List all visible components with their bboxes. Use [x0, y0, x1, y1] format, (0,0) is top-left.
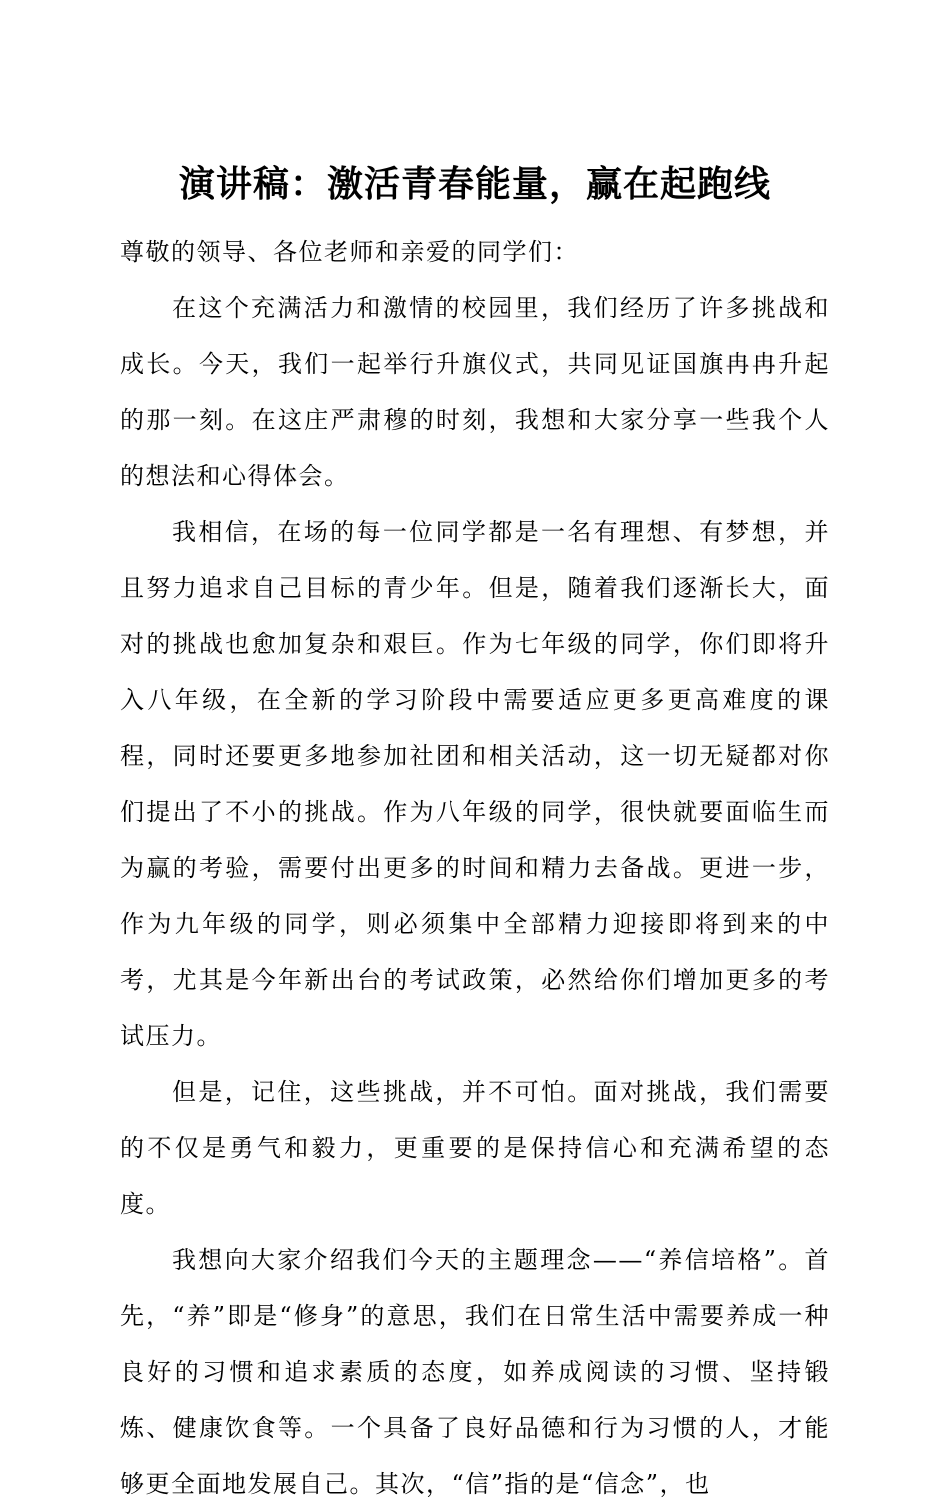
paragraph: 但是，记住，这些挑战，并不可怕。面对挑战，我们需要的不仅是勇气和毅力，更重要的是保持信心和充满希望的态度。 — [120, 1078, 830, 1218]
salutation: 尊敬的领导、各位老师和亲爱的同学们： — [120, 238, 579, 266]
paragraph: 我想向大家介绍我们今天的主题理念——“养信培格”。首先，“养”即是“修身”的意思，我们在日常生活中需要养成一种良好的习惯和追求素质的态度，如养成阅读的习惯、坚持锻炼、健康饮食等。一个具备了良好品德和行为习惯的人，才能够更全面地发展自己。其次，“信”指的是“信念”，也 — [120, 1246, 830, 1498]
paragraph: 在这个充满活力和激情的校园里，我们经历了许多挑战和成长。今天，我们一起举行升旗仪式，共同见证国旗冉冉升起的那一刻。在这庄严肃穆的时刻，我想和大家分享一些我个人的想法和心得体会。 — [120, 294, 830, 490]
document-body — [120, 224, 830, 1512]
paragraph: 我相信，在场的每一位同学都是一名有理想、有梦想，并且努力追求自己目标的青少年。但是，随着我们逐渐长大，面对的挑战也愈加复杂和艰巨。作为七年级的同学，你们即将升入八年级，在全新的学习阶段中需要适应更多更高难度的课程，同时还要更多地参加社团和相关活动，这一切无疑都对你们提出了不小的挑战。作为八年级的同学，很快就要面临生而为赢的考验，需要付出更多的时间和精力去备战。更进一步，作为九年级的同学，则必须集中全部精力迎接即将到来的中考，尤其是今年新出台的考试政策，必然给你们增加更多的考试压力。 — [120, 518, 830, 1050]
document-title: 演讲稿：激活青春能量，赢在起跑线 — [178, 163, 771, 206]
